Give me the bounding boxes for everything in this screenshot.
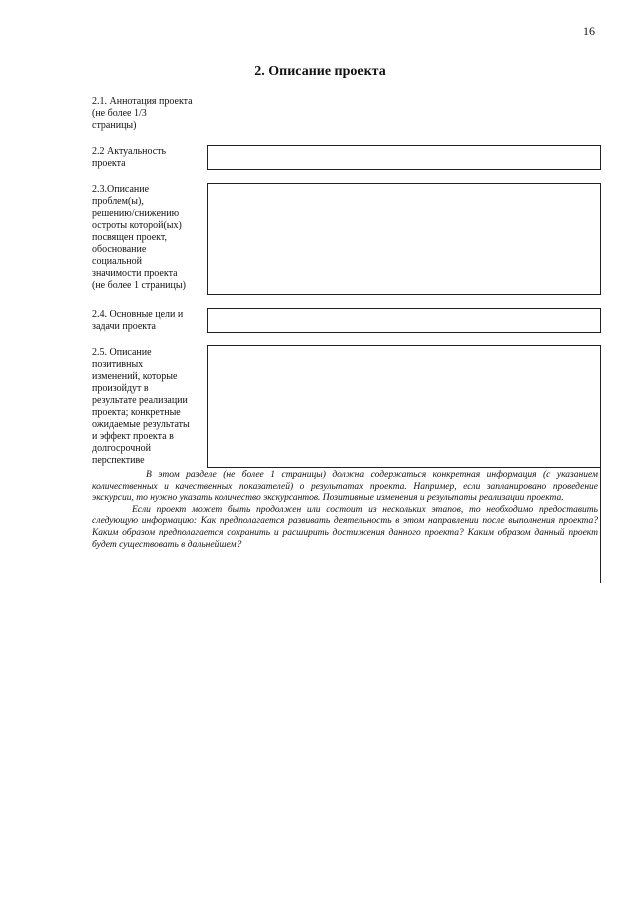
instruction-paragraph-results: В этом разделе (не более 1 страницы) должна содержаться конкретная информация (с указанием количественных и качественных показателей) о результатах проекта. Например, если запланировано проведение экскурсии, то нужно указать количество экскурсантов. Позитивные изменения и результаты реализации проекта. — [92, 470, 598, 504]
field-label-annotation: 2.1. Аннотация проекта (не более 1/3 страницы) — [92, 96, 193, 131]
goals-input-box[interactable] — [207, 308, 601, 333]
problem-description-input-box[interactable] — [207, 183, 601, 295]
instruction-paragraph-continuation: Если проект может быть продолжен или состоит из нескольких этапов, то необходимо предоставить следующую информацию: Как предполагается развивать деятельность в этом направлении после выполнения проекта? Каким образом предполагается сохранить и расширить достижения данного проекта? Каким образом данный проект будет существовать в дальнейшем? — [92, 504, 598, 550]
field-label-problem-description: 2.3.Описание проблем(ы), решению/снижению остроты которой(ых) посвящен проект, обоснование социальной значимости проекта (не более 1 страницы) — [92, 184, 186, 291]
positive-changes-input-box[interactable] — [207, 345, 601, 468]
section-title: 2. Описание проекта — [254, 64, 386, 79]
field-label-relevance: 2.2 Актуальность проекта — [92, 146, 167, 169]
instruction-note — [92, 470, 598, 551]
page-number: 16 — [583, 24, 595, 38]
relevance-input-box[interactable] — [207, 145, 601, 170]
field-label-goals: 2.4. Основные цели и задачи проекта — [92, 309, 184, 332]
field-label-positive-changes: 2.5. Описание позитивных изменений, которые произойдут в результате реализации проекта; конкретные ожидаемые результаты и эффект проекта в долгосрочной перспективе — [92, 347, 190, 466]
